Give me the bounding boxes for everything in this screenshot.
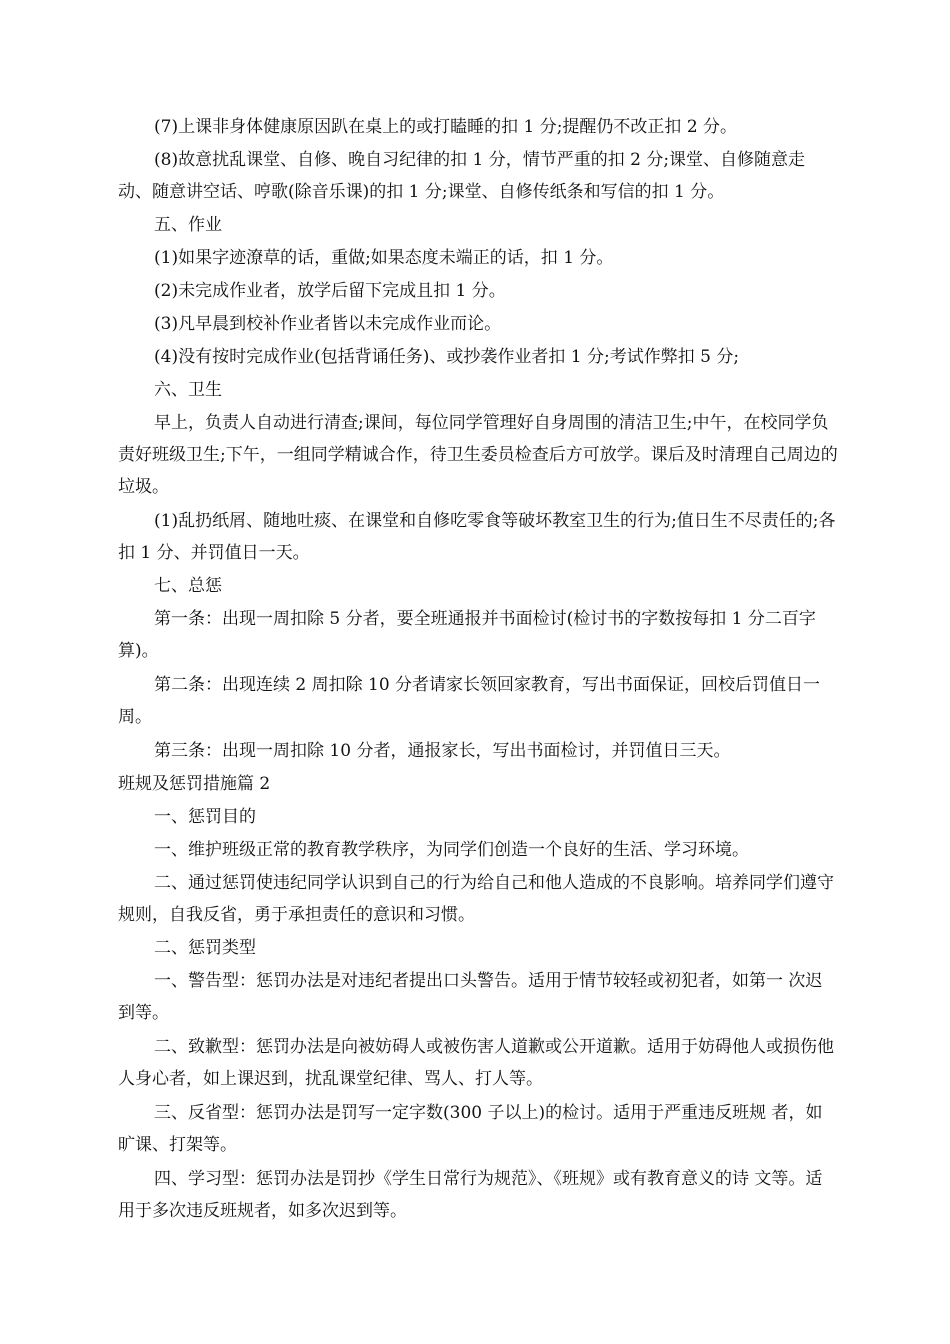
paragraph: 三、反省型：惩罚办法是罚写一定字数(300 子以上)的检讨。适用于严重违反班规 者，如旷课、打架等。 [118, 1103, 823, 1155]
paragraph: (8)故意扰乱课堂、自修、晚自习纪律的扣 1 分，情节严重的扣 2 分;课堂、自修随意走动、随意讲空话、哼歌(除音乐课)的扣 1 分;课堂、自修传纸条和写信的扣 1 分。 [118, 150, 806, 202]
section-heading: 六、卫生 [154, 380, 222, 400]
paragraph: (1)如果字迹潦草的话，重做;如果态度未端正的话，扣 1 分。 [154, 248, 614, 268]
section-heading: 五、作业 [154, 215, 222, 235]
paragraph: 第三条：出现一周扣除 10 分者，通报家长，写出书面检讨，并罚值日三天。 [154, 741, 731, 761]
paragraph: 四、学习型：惩罚办法是罚抄《学生日常行为规范》、《班规》或有教育意义的诗 文等。适用于多次违反班规者，如多次迟到等。 [118, 1169, 823, 1221]
paragraph: (2)未完成作业者，放学后留下完成且扣 1 分。 [154, 281, 506, 301]
paragraph: 二、致歉型：惩罚办法是向被妨碍人或被伤害人道歉或公开道歉。适用于妨碍他人或损伤他人身心者，如上课迟到，扰乱课堂纪律、骂人、打人等。 [118, 1037, 834, 1089]
part-title: 班规及惩罚措施篇 2 [118, 774, 271, 794]
paragraph: (3)凡早晨到校补作业者皆以未完成作业而论。 [154, 314, 502, 334]
paragraph: 第一条：出现一周扣除 5 分者，要全班通报并书面检讨(检讨书的字数按每扣 1 分二百字算)。 [118, 609, 816, 661]
paragraph: 第二条：出现连续 2 周扣除 10 分者请家长领回家教育，写出书面保证，回校后罚值日一周。 [118, 675, 821, 727]
section-heading: 一、惩罚目的 [154, 807, 256, 827]
section-heading: 七、总惩 [154, 576, 222, 596]
paragraph: 一、维护班级正常的教育教学秩序，为同学们创造一个良好的生活、学习环境。 [154, 840, 749, 860]
paragraph: 早上，负责人自动进行清查;课间，每位同学管理好自身周围的清洁卫生;中午，在校同学负责好班级卫生;下午，一组同学精诚合作，待卫生委员检查后方可放学。课后及时清理自己周边的垃圾。 [118, 413, 838, 497]
section-heading: 二、惩罚类型 [154, 938, 256, 958]
paragraph: (4)没有按时完成作业(包括背诵任务)、或抄袭作业者扣 1 分;考试作弊扣 5 分; [154, 347, 740, 367]
paragraph: (7)上课非身体健康原因趴在桌上的或打瞌睡的扣 1 分;提醒仍不改正扣 2 分。 [154, 117, 738, 137]
paragraph: 二、通过惩罚使违纪同学认识到自己的行为给自己和他人造成的不良影响。培养同学们遵守规则，自我反省，勇于承担责任的意识和习惯。 [118, 873, 834, 925]
paragraph: 一、警告型：惩罚办法是对违纪者提出口头警告。适用于情节较轻或初犯者，如第一 次迟到等。 [118, 971, 823, 1023]
paragraph: (1)乱扔纸屑、随地吐痰、在课堂和自修吃零食等破坏教室卫生的行为;值日生不尽责任的;各扣 1 分、并罚值日一天。 [118, 511, 836, 563]
